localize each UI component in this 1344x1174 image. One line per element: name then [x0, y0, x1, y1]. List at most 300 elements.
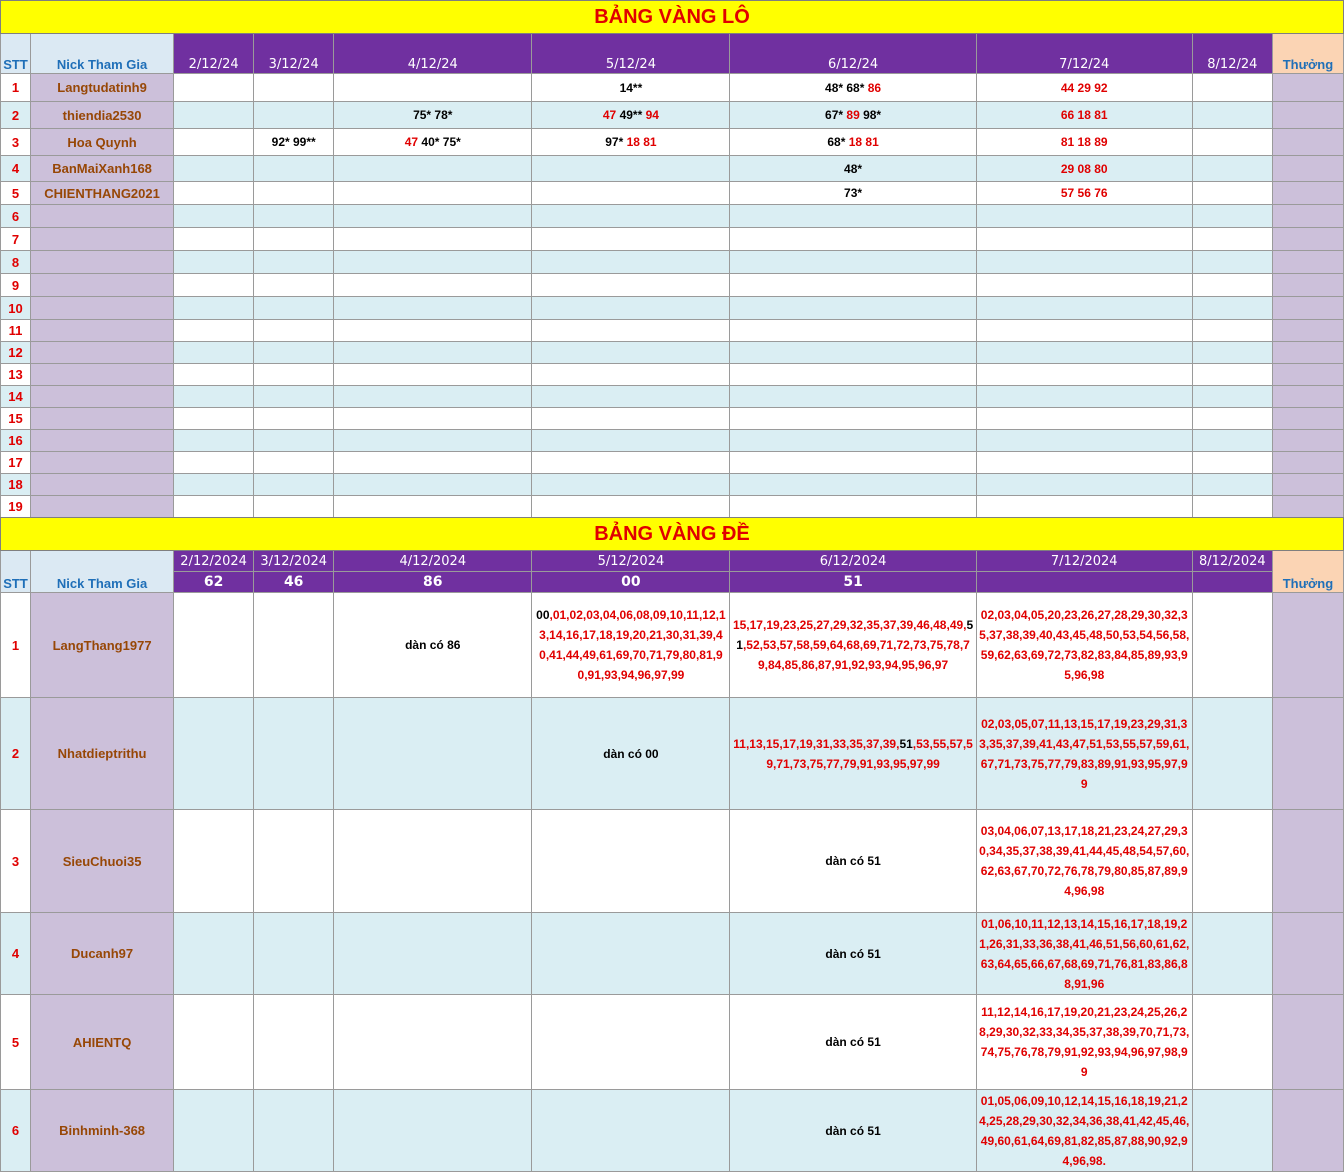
- pick-cell: [1192, 251, 1272, 274]
- pick-cell: [730, 102, 976, 129]
- pick-cell: [174, 205, 254, 228]
- pick-text: 51: [899, 736, 913, 751]
- pick-cell: [254, 386, 334, 408]
- pick-cell: [730, 320, 976, 342]
- de-header-date: 6/12/2024: [730, 551, 976, 572]
- pick-cell: [174, 408, 254, 430]
- pick-cell: [730, 496, 976, 518]
- player-nick: [31, 342, 174, 364]
- reward-cell: [1272, 297, 1343, 320]
- player-nick: Nhatdieptrithu: [31, 698, 174, 810]
- pick-cell: [730, 182, 976, 205]
- lo-table-row: [1, 274, 1344, 297]
- pick-text: 48*: [844, 161, 863, 176]
- pick-cell: [532, 698, 730, 810]
- pick-cell: [334, 342, 532, 364]
- pick-cell: [254, 156, 334, 182]
- lo-table-row: [1, 74, 1344, 102]
- pick-cell: [254, 342, 334, 364]
- row-number: 14: [1, 386, 31, 408]
- reward-cell: [1272, 156, 1343, 182]
- row-number: 18: [1, 474, 31, 496]
- lo-header-stt: STT: [1, 34, 31, 74]
- player-nick: Hoa Quynh: [31, 129, 174, 156]
- pick-cell: [174, 913, 254, 995]
- pick-cell: [976, 102, 1192, 129]
- pick-cell: [254, 995, 334, 1090]
- pick-cell: [254, 452, 334, 474]
- player-nick: Ducanh97: [31, 913, 174, 995]
- pick-cell: [334, 156, 532, 182]
- pick-cell: [174, 386, 254, 408]
- pick-cell: [254, 496, 334, 518]
- pick-text: 29 08 80: [1060, 161, 1108, 176]
- pick-cell: [1192, 205, 1272, 228]
- pick-cell: [1192, 430, 1272, 452]
- pick-cell: [174, 364, 254, 386]
- reward-cell: [1272, 102, 1343, 129]
- pick-cell: [254, 810, 334, 913]
- pick-text: 51: [736, 618, 974, 652]
- pick-text: 44 29 92: [1060, 80, 1108, 95]
- de-header-date: 4/12/2024: [334, 551, 532, 572]
- pick-cell: [976, 251, 1192, 274]
- pick-cell: [174, 810, 254, 913]
- pick-cell: [976, 364, 1192, 386]
- de-result: [1192, 572, 1272, 593]
- pick-cell: [532, 129, 730, 156]
- pick-text: 18 81: [848, 135, 879, 149]
- player-nick: [31, 228, 174, 251]
- de-header-nick: Nick Tham Gia: [31, 551, 174, 593]
- pick-text: 03,04,06,07,13,17,18,21,23,24,27,29,30,34,35,37,38,39,41,44,45,48,54,57,60,62,63,67,70,72,76,78,79,80,85,87,89,94,96,98: [979, 824, 1190, 898]
- pick-cell: [1192, 342, 1272, 364]
- lo-table-row: [1, 156, 1344, 182]
- lo-table-row: [1, 320, 1344, 342]
- de-header-date: 7/12/2024: [976, 551, 1192, 572]
- pick-cell: [254, 182, 334, 205]
- pick-text: 47: [602, 108, 620, 122]
- reward-cell: [1272, 205, 1343, 228]
- pick-cell: [532, 496, 730, 518]
- pick-cell: [174, 297, 254, 320]
- lo-table-row: [1, 342, 1344, 364]
- pick-cell: [174, 496, 254, 518]
- pick-cell: [532, 430, 730, 452]
- pick-cell: [730, 251, 976, 274]
- pick-cell: [532, 320, 730, 342]
- pick-cell: [1192, 364, 1272, 386]
- pick-cell: [334, 182, 532, 205]
- lo-table-row: [1, 297, 1344, 320]
- pick-cell: [976, 430, 1192, 452]
- pick-cell: [334, 320, 532, 342]
- pick-cell: [730, 74, 976, 102]
- player-nick: [31, 496, 174, 518]
- pick-text: 73*: [844, 186, 863, 200]
- row-number: 4: [1, 156, 31, 182]
- pick-text: 40* 75*: [421, 135, 461, 149]
- pick-cell: [254, 205, 334, 228]
- pick-cell: [1192, 74, 1272, 102]
- lo-header-date: 2/12/24: [174, 34, 254, 74]
- lo-header-date: 3/12/24: [254, 34, 334, 74]
- pick-cell: [532, 297, 730, 320]
- row-number: 16: [1, 430, 31, 452]
- pick-cell: [976, 74, 1192, 102]
- pick-cell: [1192, 995, 1272, 1090]
- pick-cell: [730, 408, 976, 430]
- player-nick: BanMaiXanh168: [31, 156, 174, 182]
- pick-cell: [730, 1090, 976, 1172]
- row-number: 19: [1, 496, 31, 518]
- pick-cell: [1192, 182, 1272, 205]
- pick-cell: [532, 1090, 730, 1172]
- pick-cell: [976, 593, 1192, 698]
- pick-text: dàn có 86: [405, 638, 461, 652]
- player-nick: thiendia2530: [31, 102, 174, 129]
- pick-text: 66 18 81: [1060, 108, 1108, 122]
- pick-cell: [532, 593, 730, 698]
- pick-text: 68*: [827, 135, 849, 149]
- pick-text: 86: [867, 80, 882, 95]
- pick-cell: [1192, 320, 1272, 342]
- lo-header-reward: Thưởng: [1272, 34, 1343, 74]
- pick-text: 92* 99**: [271, 135, 316, 149]
- pick-cell: [174, 320, 254, 342]
- row-number: 6: [1, 205, 31, 228]
- player-nick: LangThang1977: [31, 593, 174, 698]
- pick-cell: [334, 205, 532, 228]
- reward-cell: [1272, 452, 1343, 474]
- lo-table-row: [1, 364, 1344, 386]
- pick-text: 75* 78*: [413, 108, 453, 122]
- row-number: 12: [1, 342, 31, 364]
- pick-cell: [1192, 698, 1272, 810]
- reward-cell: [1272, 320, 1343, 342]
- reward-cell: [1272, 228, 1343, 251]
- reward-cell: [1272, 342, 1343, 364]
- reward-cell: [1272, 129, 1343, 156]
- de-table-row: [1, 593, 1344, 698]
- de-table-row: [1, 913, 1344, 995]
- player-nick: [31, 205, 174, 228]
- pick-cell: [334, 593, 532, 698]
- pick-cell: [174, 342, 254, 364]
- player-nick: [31, 274, 174, 297]
- de-header-stt: STT: [1, 551, 31, 593]
- pick-cell: [334, 386, 532, 408]
- pick-cell: [1192, 408, 1272, 430]
- pick-cell: [334, 129, 532, 156]
- pick-cell: [532, 995, 730, 1090]
- reward-cell: [1272, 274, 1343, 297]
- reward-cell: [1272, 386, 1343, 408]
- pick-text: dàn có 51: [825, 854, 881, 868]
- pick-cell: [334, 698, 532, 810]
- row-number: 13: [1, 364, 31, 386]
- pick-cell: [334, 274, 532, 297]
- pick-text: 81 18 89: [1060, 135, 1108, 149]
- pick-cell: [532, 74, 730, 102]
- reward-cell: [1272, 430, 1343, 452]
- row-number: 11: [1, 320, 31, 342]
- pick-cell: [1192, 156, 1272, 182]
- de-result: 86: [334, 572, 532, 593]
- pick-cell: [1192, 496, 1272, 518]
- pick-text: 94: [645, 108, 659, 122]
- pick-text: 11,12,14,16,17,19,20,21,23,24,25,26,28,29,30,32,33,34,35,37,38,39,70,71,73,74,75,76,78,79,91,92,93,94,96,97,98,99: [979, 1005, 1190, 1079]
- pick-cell: [730, 452, 976, 474]
- player-nick: AHIENTQ: [31, 995, 174, 1090]
- player-nick: CHIENTHANG2021: [31, 182, 174, 205]
- lo-title: BẢNG VÀNG LÔ: [1, 1, 1344, 34]
- lo-table-row: [1, 228, 1344, 251]
- pick-cell: [334, 364, 532, 386]
- pick-text: ,01,02,03,04,06,08,09,10,11,12,13,14,16,17,18,19,20,21,30,31,39,40,41,44,49,61,69,70,71,79,80,81,90,91,93,94,96,97,99: [539, 608, 726, 682]
- row-number: 3: [1, 810, 31, 913]
- pick-cell: [174, 102, 254, 129]
- pick-cell: [532, 386, 730, 408]
- row-number: 7: [1, 228, 31, 251]
- player-nick: [31, 251, 174, 274]
- player-nick: [31, 408, 174, 430]
- row-number: 2: [1, 698, 31, 810]
- pick-text: 57 56 76: [1060, 186, 1108, 200]
- lo-table-row: [1, 496, 1344, 518]
- pick-text: 18 81: [626, 135, 657, 149]
- reward-cell: [1272, 408, 1343, 430]
- row-number: 5: [1, 182, 31, 205]
- pick-text: 01,06,10,11,12,13,14,15,16,17,18,19,21,26,31,33,36,38,41,46,51,56,60,61,62,63,64,65,66,67,68,69,71,76,81,83,86,88,91,96: [979, 916, 1190, 991]
- lo-table-row: [1, 102, 1344, 129]
- pick-cell: [532, 156, 730, 182]
- pick-cell: [976, 274, 1192, 297]
- reward-cell: [1272, 474, 1343, 496]
- de-title: BẢNG VÀNG ĐỀ: [1, 518, 1344, 551]
- lo-table-row: [1, 251, 1344, 274]
- de-result: 51: [730, 572, 976, 593]
- pick-cell: [532, 228, 730, 251]
- pick-cell: [334, 452, 532, 474]
- pick-cell: [730, 913, 976, 995]
- row-number: 1: [1, 74, 31, 102]
- reward-cell: [1272, 496, 1343, 518]
- pick-cell: [254, 297, 334, 320]
- pick-cell: [1192, 386, 1272, 408]
- player-nick: Binhminh-368: [31, 1090, 174, 1172]
- pick-cell: [334, 430, 532, 452]
- pick-text: 02,03,04,05,20,23,26,27,28,29,30,32,35,37,38,39,40,43,45,48,50,53,54,56,58,59,62,63,69,72,73,82,83,84,85,89,93,95,96,98: [979, 608, 1190, 682]
- pick-cell: [532, 408, 730, 430]
- pick-text: ,52,53,57,58,59,64,68,69,71,72,73,75,78,79,84,85,86,87,91,92,93,94,95,96,97: [742, 638, 970, 672]
- reward-cell: [1272, 251, 1343, 274]
- pick-cell: [334, 913, 532, 995]
- pick-cell: [334, 474, 532, 496]
- pick-text: ,53,55,57,59,71,73,75,77,79,91,93,95,97,99: [766, 736, 973, 771]
- pick-cell: [976, 156, 1192, 182]
- pick-cell: [976, 810, 1192, 913]
- pick-cell: [254, 408, 334, 430]
- row-number: 6: [1, 1090, 31, 1172]
- row-number: 10: [1, 297, 31, 320]
- pick-cell: [976, 408, 1192, 430]
- row-number: 8: [1, 251, 31, 274]
- reward-cell: [1272, 182, 1343, 205]
- pick-cell: [334, 74, 532, 102]
- pick-cell: [174, 430, 254, 452]
- reward-cell: [1272, 913, 1343, 995]
- pick-cell: [730, 205, 976, 228]
- reward-cell: [1272, 1090, 1343, 1172]
- pick-cell: [730, 810, 976, 913]
- de-header-date: 3/12/2024: [254, 551, 334, 572]
- pick-text: 48* 68*: [825, 80, 868, 95]
- pick-cell: [1192, 593, 1272, 698]
- lo-header-date: 5/12/24: [532, 34, 730, 74]
- player-nick: [31, 320, 174, 342]
- pick-cell: [730, 364, 976, 386]
- pick-cell: [976, 129, 1192, 156]
- reward-cell: [1272, 364, 1343, 386]
- pick-cell: [976, 474, 1192, 496]
- row-number: 2: [1, 102, 31, 129]
- pick-cell: [334, 102, 532, 129]
- pick-cell: [730, 274, 976, 297]
- pick-cell: [730, 474, 976, 496]
- lo-table: [0, 0, 1344, 518]
- pick-text: 98*: [863, 108, 882, 122]
- pick-cell: [334, 408, 532, 430]
- pick-cell: [334, 228, 532, 251]
- pick-cell: [254, 74, 334, 102]
- pick-cell: [254, 913, 334, 995]
- pick-cell: [976, 995, 1192, 1090]
- de-table-row: [1, 698, 1344, 810]
- pick-cell: [174, 995, 254, 1090]
- pick-cell: [976, 205, 1192, 228]
- lo-table-row: [1, 129, 1344, 156]
- pick-cell: [532, 474, 730, 496]
- row-number: 1: [1, 593, 31, 698]
- pick-text: 67*: [825, 108, 847, 122]
- pick-cell: [1192, 452, 1272, 474]
- pick-cell: [174, 698, 254, 810]
- pick-cell: [532, 810, 730, 913]
- pick-cell: [976, 452, 1192, 474]
- pick-cell: [334, 1090, 532, 1172]
- pick-cell: [730, 698, 976, 810]
- pick-cell: [532, 182, 730, 205]
- de-header-date: 5/12/2024: [532, 551, 730, 572]
- player-nick: [31, 297, 174, 320]
- pick-cell: [730, 342, 976, 364]
- pick-cell: [532, 274, 730, 297]
- de-result: [976, 572, 1192, 593]
- pick-text: 49**: [619, 108, 646, 122]
- pick-text: dàn có 51: [825, 1123, 881, 1138]
- de-table-row: [1, 995, 1344, 1090]
- pick-cell: [730, 228, 976, 251]
- reward-cell: [1272, 74, 1343, 102]
- pick-cell: [1192, 102, 1272, 129]
- pick-cell: [254, 102, 334, 129]
- pick-cell: [730, 297, 976, 320]
- player-nick: [31, 430, 174, 452]
- lo-table-row: [1, 452, 1344, 474]
- pick-cell: [1192, 1090, 1272, 1172]
- row-number: 3: [1, 129, 31, 156]
- reward-cell: [1272, 810, 1343, 913]
- pick-cell: [254, 228, 334, 251]
- pick-cell: [254, 251, 334, 274]
- pick-text: 97*: [605, 135, 627, 149]
- pick-cell: [1192, 913, 1272, 995]
- pick-cell: [976, 1090, 1192, 1172]
- pick-text: 02,03,05,07,11,13,15,17,19,23,29,31,33,35,37,39,41,43,47,51,53,55,57,59,61,67,71,73,75,77,79,83,89,91,93,95,97,99: [979, 716, 1190, 791]
- pick-cell: [254, 698, 334, 810]
- lo-table-row: [1, 408, 1344, 430]
- row-number: 9: [1, 274, 31, 297]
- player-nick: [31, 364, 174, 386]
- pick-cell: [730, 593, 976, 698]
- pick-cell: [730, 995, 976, 1090]
- pick-text: 11,13,15,17,19,31,33,35,37,39,: [733, 736, 900, 751]
- pick-cell: [532, 342, 730, 364]
- player-nick: [31, 474, 174, 496]
- lo-table-row: [1, 386, 1344, 408]
- player-nick: [31, 452, 174, 474]
- pick-cell: [1192, 297, 1272, 320]
- pick-cell: [976, 496, 1192, 518]
- row-number: 17: [1, 452, 31, 474]
- pick-cell: [254, 593, 334, 698]
- pick-cell: [254, 364, 334, 386]
- pick-cell: [174, 228, 254, 251]
- pick-cell: [532, 102, 730, 129]
- pick-cell: [334, 995, 532, 1090]
- lo-header-date: 4/12/24: [334, 34, 532, 74]
- pick-cell: [174, 1090, 254, 1172]
- reward-cell: [1272, 995, 1343, 1090]
- pick-text: 47: [404, 135, 422, 149]
- row-number: 5: [1, 995, 31, 1090]
- pick-cell: [254, 274, 334, 297]
- pick-text: 89: [846, 108, 864, 122]
- pick-cell: [730, 156, 976, 182]
- pick-text: 14**: [619, 80, 643, 95]
- pick-cell: [1192, 474, 1272, 496]
- pick-text: dàn có 51: [825, 1035, 881, 1049]
- pick-cell: [254, 430, 334, 452]
- lo-header-nick: Nick Tham Gia: [31, 34, 174, 74]
- pick-cell: [1192, 810, 1272, 913]
- lo-table-row: [1, 182, 1344, 205]
- pick-cell: [976, 913, 1192, 995]
- lo-table-row: [1, 430, 1344, 452]
- de-header-reward: Thưởng: [1272, 551, 1343, 593]
- lo-header-date: 7/12/24: [976, 34, 1192, 74]
- pick-cell: [334, 810, 532, 913]
- pick-cell: [174, 156, 254, 182]
- pick-cell: [174, 182, 254, 205]
- pick-cell: [1192, 274, 1272, 297]
- lo-header-date: 6/12/24: [730, 34, 976, 74]
- pick-text: dàn có 51: [825, 946, 881, 961]
- pick-cell: [254, 474, 334, 496]
- lo-table-row: [1, 474, 1344, 496]
- de-table-row: [1, 810, 1344, 913]
